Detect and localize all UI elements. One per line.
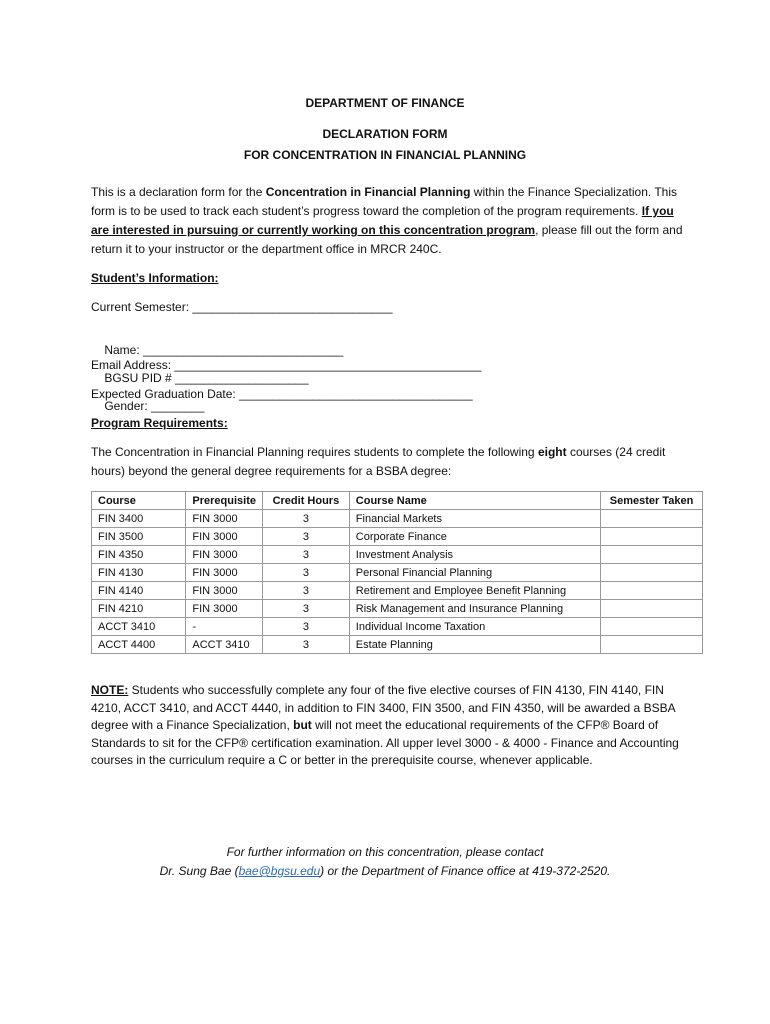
course-prerequisite: FIN 3000	[186, 546, 263, 564]
note-paragraph	[91, 682, 686, 770]
table-row	[92, 546, 703, 564]
semester-taken-cell[interactable]	[601, 546, 703, 564]
table-row	[92, 528, 703, 546]
intro-text-start: This is a declaration form for the	[91, 185, 266, 199]
semester-taken-cell[interactable]	[601, 564, 703, 582]
gender-field[interactable]: Gender: ________	[104, 399, 205, 413]
footer-contact-start: Dr. Sung Bae (	[159, 864, 239, 878]
course-code: FIN 3500	[92, 528, 186, 546]
course-credit-hours: 3	[262, 564, 349, 582]
note-text-end: will not meet the educational requirements of the CFP® Board of Standards to sit for the CFP® certification examination. All upper level 3000 - & 4000 - Finance and Accounting courses in the curriculum require a C or better in the prerequisite course, whenever applicable.	[91, 718, 679, 767]
table-row	[92, 564, 703, 582]
header-prerequisite: Prerequisite	[186, 492, 263, 510]
bgsu-pid-field[interactable]: BGSU PID # ____________________	[104, 371, 309, 385]
program-description	[91, 443, 686, 481]
course-credit-hours: 3	[262, 510, 349, 528]
course-code: FIN 4210	[92, 600, 186, 618]
semester-taken-cell[interactable]	[601, 528, 703, 546]
course-code: FIN 4140	[92, 582, 186, 600]
header-course: Course	[92, 492, 186, 510]
header-semester-taken: Semester Taken	[601, 492, 703, 510]
intro-underlined-text: If you are interested in pursuing or currently working on this concentration program	[91, 204, 674, 237]
semester-taken-cell[interactable]	[601, 600, 703, 618]
intro-text-middle: within the Finance Specialization. This form is to be used to track each student’s progress toward the completion of the program requirements.	[91, 185, 677, 218]
table-header-row	[92, 492, 703, 510]
form-title: DECLARATION FORM	[322, 127, 448, 141]
course-credit-hours: 3	[262, 600, 349, 618]
semester-taken-cell[interactable]	[601, 636, 703, 654]
graduation-date-field[interactable]: Expected Graduation Date: ___________________________________	[91, 387, 473, 401]
email-field[interactable]: Email Address: ______________________________________________	[91, 358, 482, 372]
note-label: NOTE:	[91, 683, 129, 697]
semester-taken-cell[interactable]	[601, 618, 703, 636]
table-row	[92, 582, 703, 600]
footer-line-2	[0, 864, 770, 878]
program-requirements-heading: Program Requirements:	[91, 416, 228, 430]
course-credit-hours: 3	[262, 582, 349, 600]
course-name: Personal Financial Planning	[349, 564, 600, 582]
course-name: Investment Analysis	[349, 546, 600, 564]
course-code: ACCT 3410	[92, 618, 186, 636]
course-credit-hours: 3	[262, 528, 349, 546]
course-code: FIN 4350	[92, 546, 186, 564]
program-desc-bold: eight	[537, 445, 567, 459]
table-row	[92, 600, 703, 618]
table-row	[92, 636, 703, 654]
course-name: Estate Planning	[349, 636, 600, 654]
intro-text-end: , please fill out the form and return it to your instructor or the department office in MRCR 240C.	[91, 223, 683, 256]
name-field-label: Name: ______________________________	[104, 343, 344, 357]
program-desc-start: The Concentration in Financial Planning requires students to complete the following	[91, 445, 538, 459]
course-name: Corporate Finance	[349, 528, 600, 546]
program-desc-end: courses (24 credit hours) beyond the general degree requirements for a BSBA degree:	[91, 445, 666, 478]
name-field[interactable]	[91, 329, 343, 427]
header-course-name: Course Name	[349, 492, 600, 510]
student-info-heading: Student’s Information:	[91, 271, 219, 285]
course-name: Risk Management and Insurance Planning	[349, 600, 600, 618]
note-bold-text: but	[293, 718, 312, 732]
table-row	[92, 618, 703, 636]
course-prerequisite: ACCT 3410	[186, 636, 263, 654]
semester-taken-cell[interactable]	[601, 510, 703, 528]
course-code: ACCT 4400	[92, 636, 186, 654]
table-row	[92, 510, 703, 528]
course-prerequisite: FIN 3000	[186, 564, 263, 582]
course-credit-hours: 3	[262, 546, 349, 564]
course-code: FIN 3400	[92, 510, 186, 528]
requirements-table	[91, 491, 703, 654]
intro-bold-text: Concentration in Financial Planning	[265, 185, 471, 199]
course-credit-hours: 3	[262, 618, 349, 636]
department-title: DEPARTMENT OF FINANCE	[305, 96, 465, 110]
course-prerequisite: FIN 3000	[186, 582, 263, 600]
intro-paragraph	[91, 183, 686, 259]
current-semester-field[interactable]: Current Semester: ______________________________	[91, 300, 393, 314]
course-name: Individual Income Taxation	[349, 618, 600, 636]
note-text-start: Students who successfully complete any four of the five elective courses of FIN 4130, FIN 4140, FIN 4210, ACCT 3410, and ACCT 4440, in addition to FIN 3400, FIN 3500, and FIN 4350, will be awarded a BSBA degree with a Finance Specialization,	[91, 683, 675, 732]
footer-contact-end: ) or the Department of Finance office at 419-372-2520.	[320, 864, 611, 878]
contact-email-link[interactable]: bae@bgsu.edu	[238, 864, 321, 878]
course-credit-hours: 3	[262, 636, 349, 654]
form-subtitle: FOR CONCENTRATION IN FINANCIAL PLANNING	[243, 148, 527, 162]
course-prerequisite: -	[186, 618, 263, 636]
footer-line-1: For further information on this concentration, please contact	[226, 845, 544, 859]
semester-taken-cell[interactable]	[601, 582, 703, 600]
header-credit-hours: Credit Hours	[262, 492, 349, 510]
course-name: Retirement and Employee Benefit Planning	[349, 582, 600, 600]
course-code: FIN 4130	[92, 564, 186, 582]
course-prerequisite: FIN 3000	[186, 600, 263, 618]
course-name: Financial Markets	[349, 510, 600, 528]
course-prerequisite: FIN 3000	[186, 510, 263, 528]
course-prerequisite: FIN 3000	[186, 528, 263, 546]
